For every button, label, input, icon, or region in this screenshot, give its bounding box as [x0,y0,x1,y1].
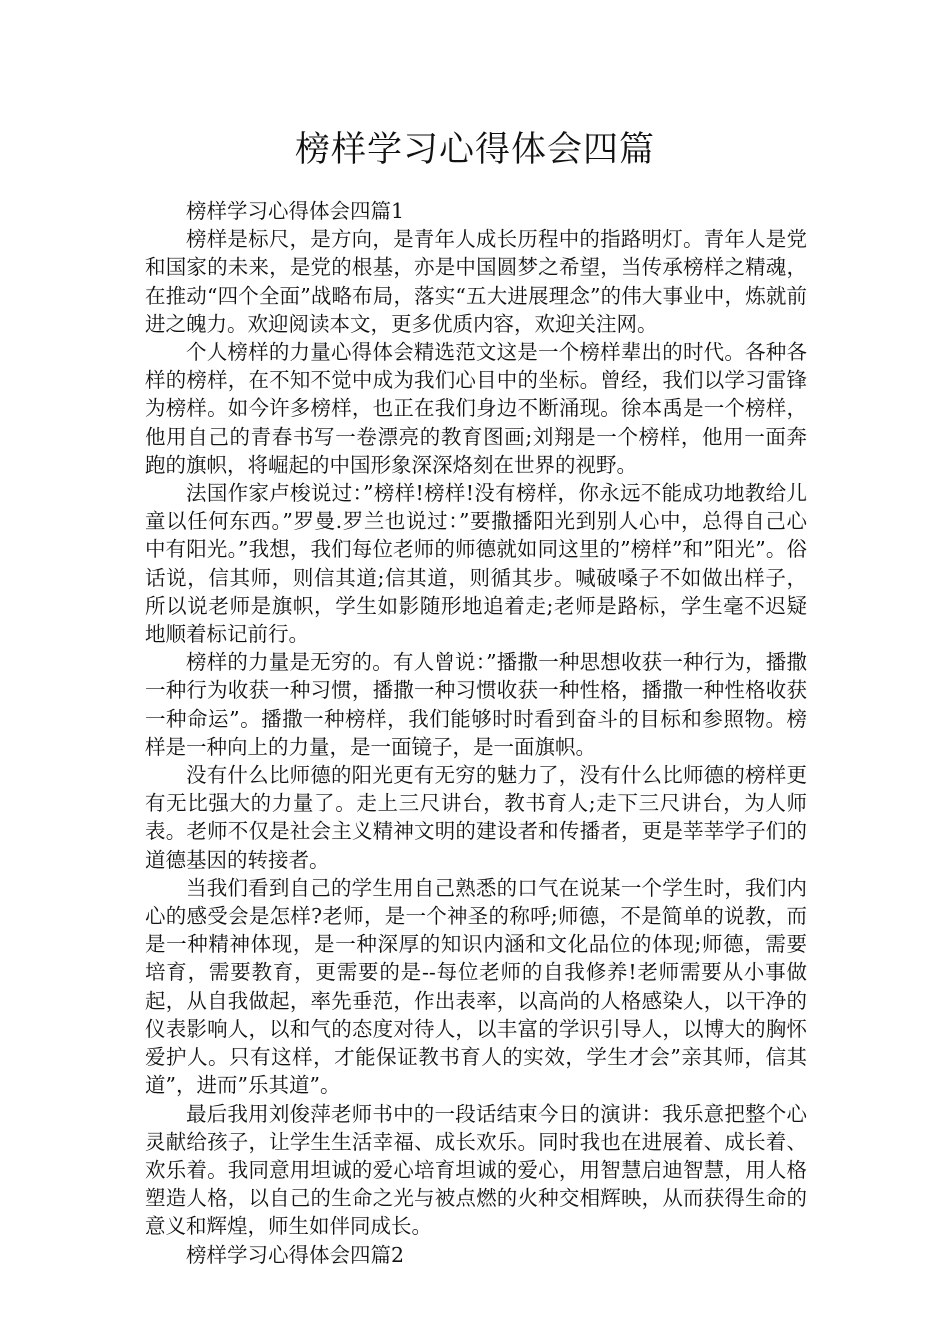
paragraph: 没有什么比师德的阳光更有无穷的魅力了，没有什么比师德的榜样更有无比强大的力量了。走上三尺讲台，教书育人;走下三尺讲台，为人师表。老师不仅是社会主义精神文明的建设者和传播者，更是莘莘学子们的道德基因的转接者。 [145,763,807,872]
section-heading-1: 榜样学习心得体会四篇1 [186,199,405,223]
document-body [145,197,807,1269]
paragraph: 榜样的力量是无穷的。有人曾说：”播撒一种思想收获一种行为，播撒一种行为收获一种习惯，播撒一种习惯收获一种性格，播撒一种性格收获一种命运”。播撒一种榜样，我们能够时时看到奋斗的目标和参照物。榜样是一种向上的力量，是一面镜子，是一面旗帜。 [145,650,807,759]
paragraph: 榜样是标尺，是方向，是青年人成长历程中的指路明灯。青年人是党和国家的未来，是党的根基，亦是中国圆梦之希望，当传承榜样之精魂，在推动“四个全面”战略布局，落实“五大进展理念”的伟大事业中，炼就前进之魄力。欢迎阅读本文，更多优质内容，欢迎关注网。 [145,227,807,336]
paragraph: 最后我用刘俊萍老师书中的一段话结束今日的演讲：我乐意把整个心灵献给孩子，让学生生活幸福、成长欢乐。同时我也在进展着、成长着、欢乐着。我同意用坦诚的爱心培育坦诚的爱心，用智慧启迪智慧，用人格塑造人格，以自己的生命之光与被点燃的火种交相辉映，从而获得生命的意义和辉煌，师生如伴同成长。 [145,1101,807,1239]
section-heading-2: 榜样学习心得体会四篇2 [186,1242,405,1267]
paragraph: 当我们看到自己的学生用自己熟悉的口气在说某一个学生时，我们内心的感受会是怎样?老师，是一个神圣的称呼;师德，不是简单的说教，而是一种精神体现，是一种深厚的知识内涵和文化品位的体现;师德，需要培育，需要教育，更需要的是--每位老师的自我修养!老师需要从小事做起，从自我做起，率先垂范，作出表率，以高尚的人格感染人，以干净的仪表影响人，以和气的态度对待人，以丰富的学识引导人，以博大的胸怀爱护人。只有这样，才能保证教书育人的实效，学生才会”亲其师，信其道”，进而”乐其道”。 [145,875,807,1098]
paragraph: 法国作家卢梭说过：”榜样!榜样!没有榜样，你永远不能成功地教给儿童以任何东西。”罗曼.罗兰也说过：”要撒播阳光到别人心中，总得自己心中有阳光。”我想，我们每位老师的师德就如同这里的”榜样”和”阳光”。俗话说，信其师，则信其道;信其道，则循其步。喊破嗓子不如做出样子，所以说老师是旗帜，学生如影随形地追着走;老师是路标，学生毫不迟疑地顺着标记前行。 [145,481,807,647]
paragraph: 个人榜样的力量心得体会精选范文这是一个榜样辈出的时代。各种各样的榜样，在不知不觉中成为我们心目中的坐标。曾经，我们以学习雷锋为榜样。如今许多榜样，也正在我们身边不断涌现。徐本禹是一个榜样，他用自己的青春书写一卷漂亮的教育图画;刘翔是一个榜样，他用一面奔跑的旗帜，将崛起的中国形象深深烙刻在世界的视野。 [145,340,807,477]
document-title: 榜样学习心得体会四篇 [294,130,655,170]
